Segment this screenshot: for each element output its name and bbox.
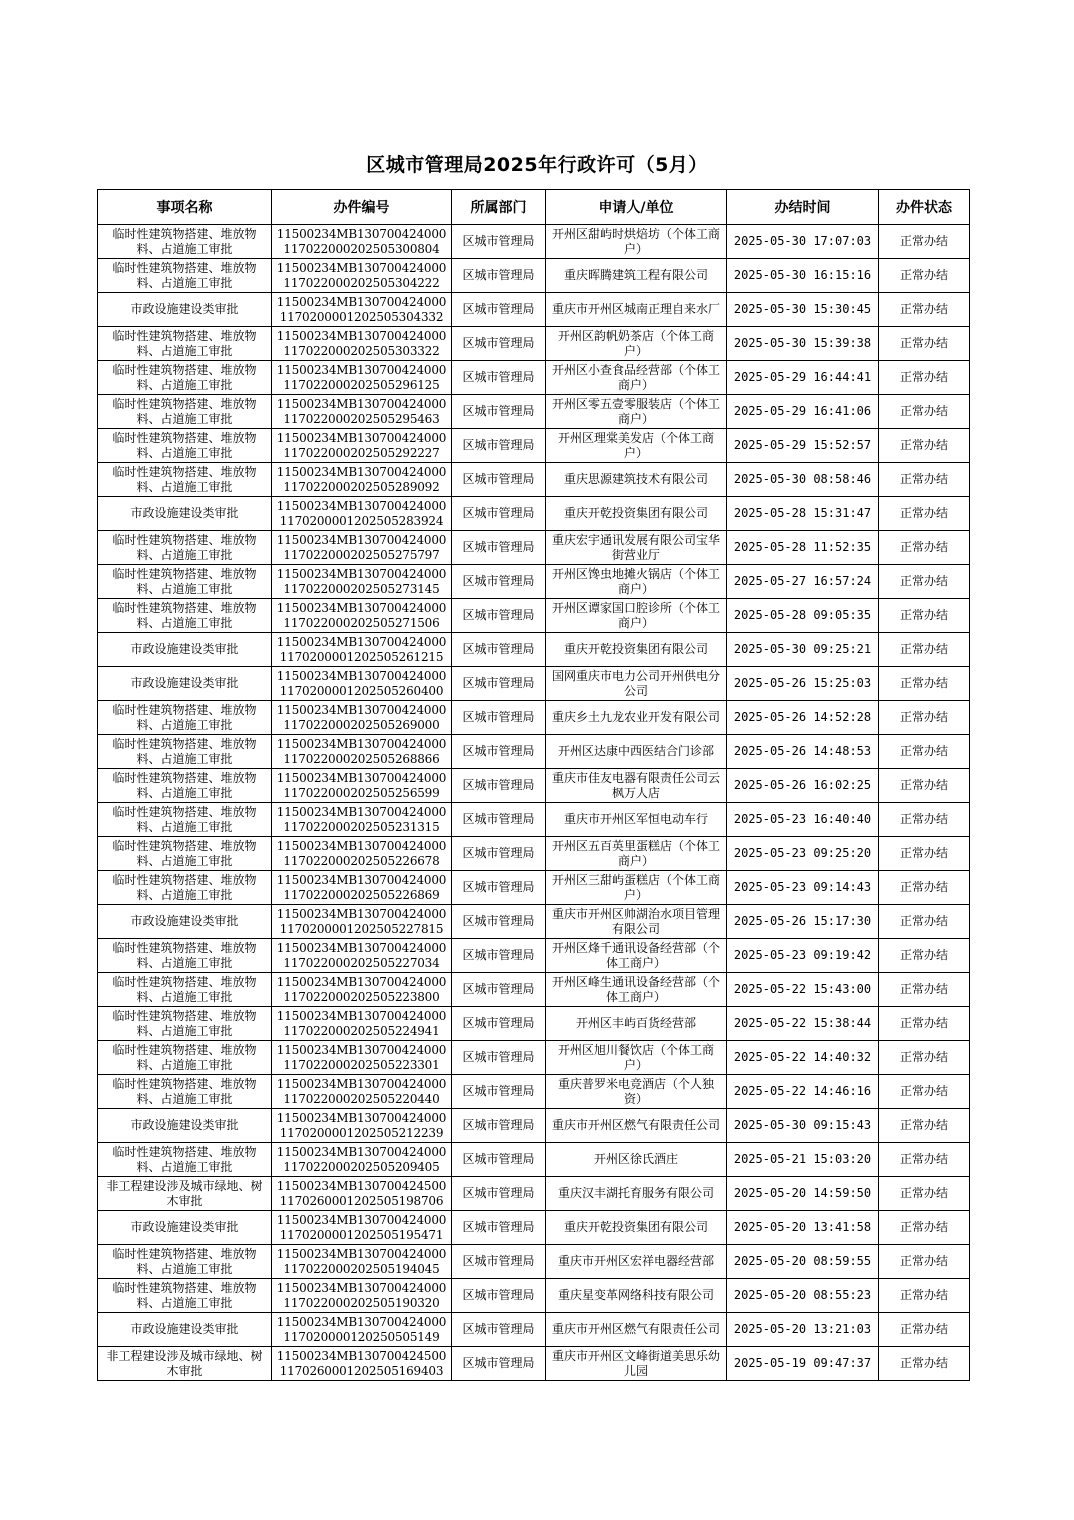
table-row	[98, 259, 970, 293]
cell-item-name: 临时性建筑物搭建、堆放物料、占道施工审批	[98, 225, 272, 259]
table-row	[98, 429, 970, 463]
cell-case-number: 11500234MB130700424000117022000202505226678	[272, 837, 452, 871]
cell-case-number: 11500234MB130700424000117022000202505292227	[272, 429, 452, 463]
column-header-applicant: 申请人/单位	[546, 190, 727, 225]
cell-applicant: 开州区旭川餐饮店（个体工商户）	[546, 1041, 727, 1075]
cell-department: 区城市管理局	[452, 803, 546, 837]
cell-item-name: 临时性建筑物搭建、堆放物料、占道施工审批	[98, 1279, 272, 1313]
cell-applicant: 重庆乡土九龙农业开发有限公司	[546, 701, 727, 735]
cell-completion-time: 2025-05-20 13:21:03	[727, 1313, 879, 1347]
cell-completion-time: 2025-05-23 09:25:20	[727, 837, 879, 871]
cell-applicant: 开州区达康中西医结合门诊部	[546, 735, 727, 769]
cell-applicant: 重庆市开州区宏祥电器经营部	[546, 1245, 727, 1279]
cell-status: 正常办结	[879, 531, 970, 565]
cell-status: 正常办结	[879, 1041, 970, 1075]
cell-applicant: 国网重庆市电力公司开州供电分公司	[546, 667, 727, 701]
cell-status: 正常办结	[879, 803, 970, 837]
table-row	[98, 1313, 970, 1347]
cell-item-name: 临时性建筑物搭建、堆放物料、占道施工审批	[98, 803, 272, 837]
cell-status: 正常办结	[879, 327, 970, 361]
cell-item-name: 临时性建筑物搭建、堆放物料、占道施工审批	[98, 395, 272, 429]
cell-applicant: 重庆开乾投资集团有限公司	[546, 633, 727, 667]
cell-status: 正常办结	[879, 1143, 970, 1177]
table-row	[98, 701, 970, 735]
cell-status: 正常办结	[879, 905, 970, 939]
table-row	[98, 803, 970, 837]
cell-applicant: 开州区烽千通讯设备经营部（个体工商户）	[546, 939, 727, 973]
cell-item-name: 临时性建筑物搭建、堆放物料、占道施工审批	[98, 871, 272, 905]
cell-completion-time: 2025-05-28 11:52:35	[727, 531, 879, 565]
cell-department: 区城市管理局	[452, 939, 546, 973]
cell-item-name: 临时性建筑物搭建、堆放物料、占道施工审批	[98, 735, 272, 769]
cell-case-number: 11500234MB130700424000117020000120250530433​2	[272, 293, 452, 327]
table-row	[98, 293, 970, 327]
cell-applicant: 重庆市开州区燃气有限责任公司	[546, 1313, 727, 1347]
cell-department: 区城市管理局	[452, 429, 546, 463]
cell-completion-time: 2025-05-30 15:39:38	[727, 327, 879, 361]
table-row	[98, 633, 970, 667]
cell-applicant: 开州区峰生通讯设备经营部（个体工商户）	[546, 973, 727, 1007]
cell-case-number: 11500234MB130700424000117020000120250528392​4	[272, 497, 452, 531]
cell-status: 正常办结	[879, 871, 970, 905]
cell-status: 正常办结	[879, 1007, 970, 1041]
cell-case-number: 11500234MB130700424000117022000202505190320	[272, 1279, 452, 1313]
cell-case-number: 11500234MB130700424000117022000202505273145	[272, 565, 452, 599]
cell-completion-time: 2025-05-19 09:47:37	[727, 1347, 879, 1381]
cell-item-name: 临时性建筑物搭建、堆放物料、占道施工审批	[98, 599, 272, 633]
cell-item-name: 临时性建筑物搭建、堆放物料、占道施工审批	[98, 361, 272, 395]
cell-department: 区城市管理局	[452, 905, 546, 939]
cell-item-name: 临时性建筑物搭建、堆放物料、占道施工审批	[98, 1075, 272, 1109]
cell-applicant: 重庆星变革网络科技有限公司	[546, 1279, 727, 1313]
cell-status: 正常办结	[879, 769, 970, 803]
cell-status: 正常办结	[879, 973, 970, 1007]
cell-status: 正常办结	[879, 361, 970, 395]
column-header-dept: 所属部门	[452, 190, 546, 225]
cell-department: 区城市管理局	[452, 1041, 546, 1075]
cell-item-name: 非工程建设涉及城市绿地、树木审批	[98, 1177, 272, 1211]
cell-case-number: 11500234MB130700424000117022000202505231315	[272, 803, 452, 837]
cell-case-number: 11500234MB130700424000117022000202505194045	[272, 1245, 452, 1279]
cell-completion-time: 2025-05-30 16:15:16	[727, 259, 879, 293]
cell-department: 区城市管理局	[452, 837, 546, 871]
cell-case-number: 11500234MB130700424000117022000202505269000	[272, 701, 452, 735]
cell-case-number: 11500234MB130700424000117022000202505223800	[272, 973, 452, 1007]
cell-item-name: 市政设施建设类审批	[98, 905, 272, 939]
table-row	[98, 667, 970, 701]
table-row	[98, 837, 970, 871]
cell-applicant: 重庆晖腾建筑工程有限公司	[546, 259, 727, 293]
cell-completion-time: 2025-05-26 15:25:03	[727, 667, 879, 701]
cell-applicant: 重庆开乾投资集团有限公司	[546, 497, 727, 531]
page-title: 区城市管理局2025年行政许可（5月）	[366, 154, 708, 176]
cell-item-name: 市政设施建设类审批	[98, 497, 272, 531]
table-row	[98, 1279, 970, 1313]
table-row	[98, 1245, 970, 1279]
cell-applicant: 重庆普罗米电竞酒店（个人独资）	[546, 1075, 727, 1109]
cell-department: 区城市管理局	[452, 361, 546, 395]
column-header-time: 办结时间	[727, 190, 879, 225]
cell-case-number: 11500234MB130700424000117022000202505304222	[272, 259, 452, 293]
cell-status: 正常办结	[879, 1109, 970, 1143]
cell-department: 区城市管理局	[452, 735, 546, 769]
cell-item-name: 临时性建筑物搭建、堆放物料、占道施工审批	[98, 531, 272, 565]
cell-item-name: 市政设施建设类审批	[98, 633, 272, 667]
cell-completion-time: 2025-05-27 16:57:24	[727, 565, 879, 599]
table-body	[98, 225, 970, 1381]
cell-status: 正常办结	[879, 463, 970, 497]
cell-completion-time: 2025-05-26 16:02:25	[727, 769, 879, 803]
table-header-row	[98, 190, 970, 225]
cell-applicant: 重庆市开州区文峰街道美思乐幼儿园	[546, 1347, 727, 1381]
cell-applicant: 重庆市开州区军恒电动车行	[546, 803, 727, 837]
cell-case-number: 11500234MB130700424000117022000202505303322	[272, 327, 452, 361]
cell-applicant: 开州区韵帆奶茶店（个体工商户）	[546, 327, 727, 361]
cell-department: 区城市管理局	[452, 565, 546, 599]
table-row	[98, 939, 970, 973]
table-row	[98, 871, 970, 905]
cell-item-name: 市政设施建设类审批	[98, 293, 272, 327]
cell-department: 区城市管理局	[452, 701, 546, 735]
table-row	[98, 327, 970, 361]
cell-completion-time: 2025-05-26 15:17:30	[727, 905, 879, 939]
cell-item-name: 市政设施建设类审批	[98, 1313, 272, 1347]
table-row	[98, 395, 970, 429]
cell-department: 区城市管理局	[452, 1211, 546, 1245]
cell-status: 正常办结	[879, 633, 970, 667]
cell-status: 正常办结	[879, 667, 970, 701]
cell-case-number: 11500234MB130700424000117020000120250522781​5	[272, 905, 452, 939]
cell-status: 正常办结	[879, 837, 970, 871]
table-row	[98, 735, 970, 769]
cell-completion-time: 2025-05-30 08:58:46	[727, 463, 879, 497]
cell-case-number: 11500234MB130700424000117020000120250521223​9	[272, 1109, 452, 1143]
cell-department: 区城市管理局	[452, 531, 546, 565]
cell-department: 区城市管理局	[452, 1177, 546, 1211]
cell-applicant: 开州区徐氏酒庄	[546, 1143, 727, 1177]
cell-applicant: 重庆开乾投资集团有限公司	[546, 1211, 727, 1245]
table-row	[98, 1041, 970, 1075]
cell-case-number: 11500234MB130700424000117022000202505295463	[272, 395, 452, 429]
cell-department: 区城市管理局	[452, 225, 546, 259]
cell-item-name: 临时性建筑物搭建、堆放物料、占道施工审批	[98, 973, 272, 1007]
table-row	[98, 361, 970, 395]
cell-item-name: 临时性建筑物搭建、堆放物料、占道施工审批	[98, 1245, 272, 1279]
table-row	[98, 1075, 970, 1109]
cell-item-name: 市政设施建设类审批	[98, 667, 272, 701]
cell-department: 区城市管理局	[452, 497, 546, 531]
cell-completion-time: 2025-05-22 14:46:16	[727, 1075, 879, 1109]
cell-case-number: 11500234MB130700424000117022000202505268866	[272, 735, 452, 769]
cell-case-number: 11500234MB130700424500117026000120250519870​6	[272, 1177, 452, 1211]
cell-completion-time: 2025-05-30 15:30:45	[727, 293, 879, 327]
cell-status: 正常办结	[879, 1313, 970, 1347]
cell-applicant: 重庆汉丰湖托育服务有限公司	[546, 1177, 727, 1211]
column-header-item: 事项名称	[98, 190, 272, 225]
cell-case-number: 11500234MB130700424000117022000202505224941	[272, 1007, 452, 1041]
cell-case-number: 11500234MB130700424000117022000202505226869	[272, 871, 452, 905]
cell-status: 正常办结	[879, 225, 970, 259]
cell-item-name: 临时性建筑物搭建、堆放物料、占道施工审批	[98, 939, 272, 973]
cell-status: 正常办结	[879, 1347, 970, 1381]
table-row	[98, 1007, 970, 1041]
cell-case-number: 11500234MB130700424500117026000120250516940​3	[272, 1347, 452, 1381]
table-row	[98, 1211, 970, 1245]
cell-item-name: 临时性建筑物搭建、堆放物料、占道施工审批	[98, 463, 272, 497]
table-row	[98, 463, 970, 497]
cell-department: 区城市管理局	[452, 1245, 546, 1279]
cell-status: 正常办结	[879, 1279, 970, 1313]
cell-case-number: 11500234MB130700424000117022000202505220440	[272, 1075, 452, 1109]
cell-status: 正常办结	[879, 565, 970, 599]
cell-department: 区城市管理局	[452, 1347, 546, 1381]
cell-department: 区城市管理局	[452, 259, 546, 293]
cell-completion-time: 2025-05-20 13:41:58	[727, 1211, 879, 1245]
cell-item-name: 非工程建设涉及城市绿地、树木审批	[98, 1347, 272, 1381]
cell-department: 区城市管理局	[452, 293, 546, 327]
table-row	[98, 769, 970, 803]
cell-department: 区城市管理局	[452, 1007, 546, 1041]
cell-applicant: 开州区理棠美发店（个体工商户）	[546, 429, 727, 463]
cell-case-number: 11500234MB130700424000117022000202505300804	[272, 225, 452, 259]
cell-applicant: 重庆市佳友电器有限责任公司云枫万人店	[546, 769, 727, 803]
cell-applicant: 重庆市开州区帅湖治水项目管理有限公司	[546, 905, 727, 939]
table-row	[98, 1143, 970, 1177]
cell-case-number: 11500234MB130700424000117022000202505227034	[272, 939, 452, 973]
cell-item-name: 临时性建筑物搭建、堆放物料、占道施工审批	[98, 429, 272, 463]
cell-department: 区城市管理局	[452, 1313, 546, 1347]
cell-item-name: 临时性建筑物搭建、堆放物料、占道施工审批	[98, 327, 272, 361]
cell-status: 正常办结	[879, 429, 970, 463]
cell-status: 正常办结	[879, 1245, 970, 1279]
cell-completion-time: 2025-05-22 15:38:44	[727, 1007, 879, 1041]
cell-completion-time: 2025-05-29 15:52:57	[727, 429, 879, 463]
cell-applicant: 开州区甜屿时烘焙坊（个体工商户）	[546, 225, 727, 259]
cell-completion-time: 2025-05-30 17:07:03	[727, 225, 879, 259]
cell-item-name: 市政设施建设类审批	[98, 1109, 272, 1143]
cell-case-number: 11500234MB130700424000117022000202505275797	[272, 531, 452, 565]
cell-case-number: 11500234MB130700424000117020000120250519547​1	[272, 1211, 452, 1245]
cell-item-name: 临时性建筑物搭建、堆放物料、占道施工审批	[98, 837, 272, 871]
table-row	[98, 1177, 970, 1211]
cell-case-number: 11500234MB130700424000117020000120250526040​0	[272, 667, 452, 701]
cell-department: 区城市管理局	[452, 1143, 546, 1177]
cell-completion-time: 2025-05-22 14:40:32	[727, 1041, 879, 1075]
cell-completion-time: 2025-05-29 16:44:41	[727, 361, 879, 395]
cell-completion-time: 2025-05-22 15:43:00	[727, 973, 879, 1007]
cell-status: 正常办结	[879, 1177, 970, 1211]
cell-completion-time: 2025-05-23 09:14:43	[727, 871, 879, 905]
cell-completion-time: 2025-05-21 15:03:20	[727, 1143, 879, 1177]
cell-completion-time: 2025-05-26 14:48:53	[727, 735, 879, 769]
cell-item-name: 临时性建筑物搭建、堆放物料、占道施工审批	[98, 259, 272, 293]
cell-department: 区城市管理局	[452, 599, 546, 633]
cell-department: 区城市管理局	[452, 769, 546, 803]
cell-applicant: 开州区谭家国口腔诊所（个体工商户）	[546, 599, 727, 633]
cell-status: 正常办结	[879, 259, 970, 293]
cell-item-name: 临时性建筑物搭建、堆放物料、占道施工审批	[98, 1143, 272, 1177]
table-row	[98, 225, 970, 259]
cell-applicant: 开州区三甜屿蛋糕店（个体工商户）	[546, 871, 727, 905]
cell-applicant: 开州区零五壹零服装店（个体工商户）	[546, 395, 727, 429]
cell-case-number: 11500234MB130700424000117020000120250505149	[272, 1313, 452, 1347]
cell-case-number: 11500234MB130700424000117020000120250526121​5	[272, 633, 452, 667]
cell-applicant: 开州区小查食品经营部（个体工商户）	[546, 361, 727, 395]
column-header-code: 办件编号	[272, 190, 452, 225]
cell-department: 区城市管理局	[452, 871, 546, 905]
cell-status: 正常办结	[879, 1211, 970, 1245]
cell-department: 区城市管理局	[452, 395, 546, 429]
cell-status: 正常办结	[879, 599, 970, 633]
cell-department: 区城市管理局	[452, 973, 546, 1007]
cell-status: 正常办结	[879, 395, 970, 429]
cell-item-name: 临时性建筑物搭建、堆放物料、占道施工审批	[98, 701, 272, 735]
table-row	[98, 905, 970, 939]
cell-department: 区城市管理局	[452, 1279, 546, 1313]
cell-department: 区城市管理局	[452, 463, 546, 497]
cell-item-name: 临时性建筑物搭建、堆放物料、占道施工审批	[98, 1041, 272, 1075]
cell-case-number: 11500234MB130700424000117022000202505223301	[272, 1041, 452, 1075]
cell-completion-time: 2025-05-28 15:31:47	[727, 497, 879, 531]
cell-completion-time: 2025-05-30 09:15:43	[727, 1109, 879, 1143]
cell-status: 正常办结	[879, 497, 970, 531]
cell-applicant: 重庆思源建筑技术有限公司	[546, 463, 727, 497]
cell-applicant: 重庆宏宇通讯发展有限公司宝华街营业厅	[546, 531, 727, 565]
cell-completion-time: 2025-05-23 09:19:42	[727, 939, 879, 973]
cell-completion-time: 2025-05-30 09:25:21	[727, 633, 879, 667]
permit-table	[97, 189, 970, 1381]
table-row	[98, 599, 970, 633]
cell-status: 正常办结	[879, 293, 970, 327]
cell-department: 区城市管理局	[452, 667, 546, 701]
table-row	[98, 531, 970, 565]
cell-applicant: 开州区馋虫地摊火锅店（个体工商户）	[546, 565, 727, 599]
cell-item-name: 临时性建筑物搭建、堆放物料、占道施工审批	[98, 769, 272, 803]
table-row	[98, 1109, 970, 1143]
cell-completion-time: 2025-05-28 09:05:35	[727, 599, 879, 633]
table-row	[98, 1347, 970, 1381]
table-row	[98, 973, 970, 1007]
cell-case-number: 11500234MB130700424000117022000202505271506	[272, 599, 452, 633]
cell-completion-time: 2025-05-23 16:40:40	[727, 803, 879, 837]
cell-status: 正常办结	[879, 701, 970, 735]
cell-completion-time: 2025-05-20 08:59:55	[727, 1245, 879, 1279]
cell-case-number: 11500234MB130700424000117022000202505256599	[272, 769, 452, 803]
table-row	[98, 497, 970, 531]
cell-item-name: 市政设施建设类审批	[98, 1211, 272, 1245]
cell-completion-time: 2025-05-29 16:41:06	[727, 395, 879, 429]
cell-completion-time: 2025-05-20 08:55:23	[727, 1279, 879, 1313]
cell-applicant: 开州区丰屿百货经营部	[546, 1007, 727, 1041]
cell-status: 正常办结	[879, 735, 970, 769]
cell-item-name: 临时性建筑物搭建、堆放物料、占道施工审批	[98, 1007, 272, 1041]
cell-status: 正常办结	[879, 939, 970, 973]
cell-applicant: 开州区五百英里蛋糕店（个体工商户）	[546, 837, 727, 871]
cell-department: 区城市管理局	[452, 1109, 546, 1143]
cell-applicant: 重庆市开州区燃气有限责任公司	[546, 1109, 727, 1143]
cell-department: 区城市管理局	[452, 327, 546, 361]
cell-department: 区城市管理局	[452, 1075, 546, 1109]
table-row	[98, 565, 970, 599]
cell-completion-time: 2025-05-20 14:59:50	[727, 1177, 879, 1211]
column-header-status: 办件状态	[879, 190, 970, 225]
cell-case-number: 11500234MB130700424000117022000202505296125	[272, 361, 452, 395]
cell-completion-time: 2025-05-26 14:52:28	[727, 701, 879, 735]
cell-status: 正常办结	[879, 1075, 970, 1109]
cell-applicant: 重庆市开州区城南正理自来水厂	[546, 293, 727, 327]
cell-case-number: 11500234MB130700424000117022000202505289092	[272, 463, 452, 497]
cell-case-number: 11500234MB130700424000117022000202505209405	[272, 1143, 452, 1177]
cell-department: 区城市管理局	[452, 633, 546, 667]
cell-item-name: 临时性建筑物搭建、堆放物料、占道施工审批	[98, 565, 272, 599]
